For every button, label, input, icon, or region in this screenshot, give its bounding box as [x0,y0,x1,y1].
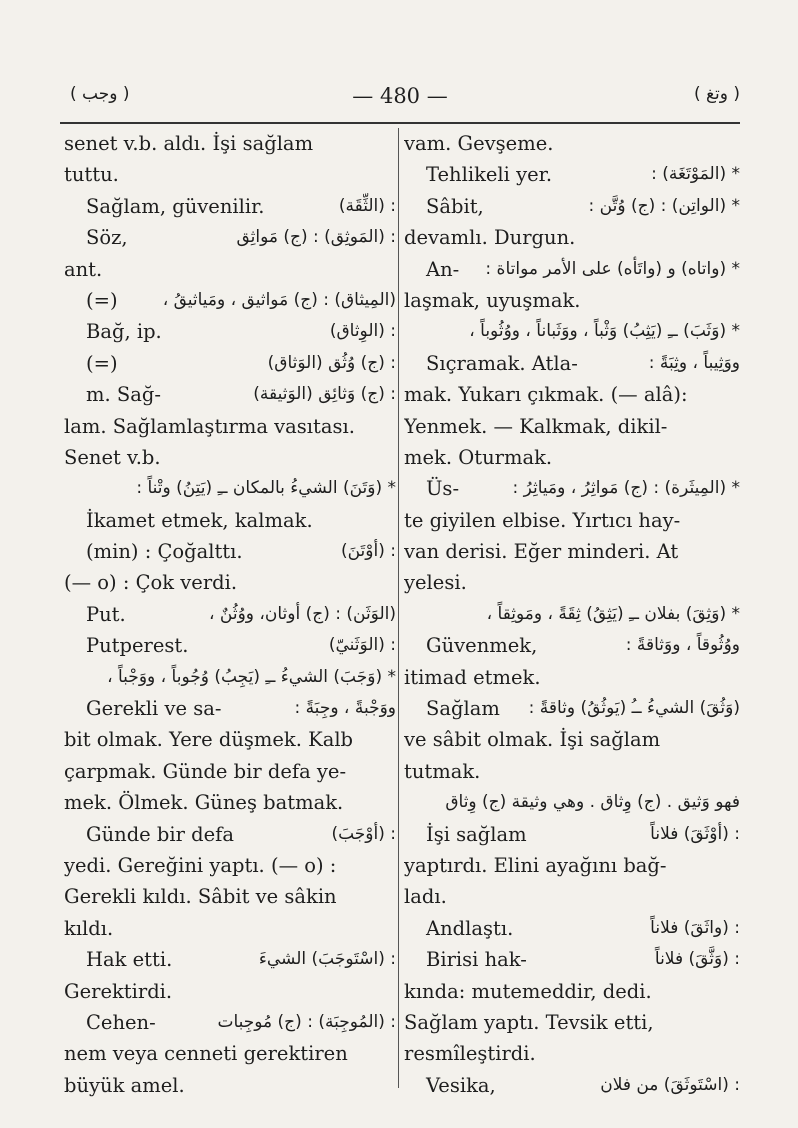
dictionary-line [64,787,396,818]
page-number: — 480 — [352,84,448,108]
arabic-headword: : (المُوجِبَة) : (ج) مُوجِبات [217,1011,396,1032]
turkish-text: Sağlam [426,697,500,721]
dictionary-line [64,850,396,881]
arabic-headword: : (وَثَّقَ) فلاناً [654,949,740,970]
dictionary-line [64,411,396,442]
turkish-text: Hak etti. [86,948,173,972]
dictionary-line [64,128,396,159]
turkish-text: Tehlikeli yer. [426,163,553,187]
dictionary-line [64,944,396,975]
turkish-text: Bağ, ip. [86,320,162,344]
dictionary-line [404,787,740,818]
dictionary-line [404,222,740,253]
turkish-text: (— o) : Çok verdi. [64,571,238,595]
dictionary-line [404,473,740,504]
turkish-text: nem veya cenneti gerektiren [64,1042,348,1066]
dictionary-line [64,881,396,912]
turkish-text: Günde bir defa [86,822,235,846]
turkish-text: Put. [86,602,126,626]
dictionary-line [64,693,396,724]
dictionary-line [404,850,740,881]
dictionary-line [404,756,740,787]
dictionary-line [64,222,396,253]
turkish-text: kında: mutemeddir, dedi. [404,979,652,1003]
turkish-text: ladı. [404,885,447,909]
dictionary-line [64,254,396,285]
turkish-text: Sâbit, [426,194,484,218]
turkish-text: İkamet etmek, kalmak. [86,508,313,532]
turkish-text: Söz, [86,226,128,250]
turkish-text: İşi sağlam [426,822,527,846]
arabic-headword: * (وَجَبَ) الشيءُ ــِ (يَجِبُ) وُجُوباً ، ووَجْباً ، [107,666,396,687]
dictionary-line [404,316,740,347]
turkish-text: (=) [86,351,118,375]
dictionary-line [404,254,740,285]
arabic-headword: ووَجْبةً ، وجِبَةً : [294,698,396,719]
arabic-headword: ووَثِيباً ، وثِبَةً : [648,352,740,373]
dictionary-line [64,599,396,630]
dictionary-line [404,1007,740,1038]
dictionary-line [404,662,740,693]
right-column [404,128,740,1101]
turkish-text: te giyilen elbise. Yırtıcı hay- [404,508,681,532]
arabic-headword: ووُثُوقاً ، ووَثاقةً : [625,635,740,656]
dictionary-line [404,599,740,630]
arabic-headword: : (أوْثَقَ) فلاناً [650,823,740,844]
dictionary-line [64,1038,396,1069]
dictionary-line [64,567,396,598]
turkish-text: (=) [86,288,118,312]
turkish-text: Sağlam yaptı. Tevsik etti, [404,1010,654,1034]
arabic-headword: * (المَوْتَغَة) : [651,164,740,185]
turkish-text: Gerektirdi. [64,979,173,1003]
turkish-text: Üs- [426,477,460,501]
dictionary-line [404,724,740,755]
dictionary-line [404,285,740,316]
turkish-text: Birisi hak- [426,948,527,972]
turkish-text: yedi. Gereğini yaptı. (— o) : [64,853,337,877]
arabic-headword: (الوَثَن) : (ج) أوثان، ووُثُنٌ ، [209,603,396,624]
header-left-entry: ( وجب ) [70,84,130,104]
dictionary-line [404,159,740,190]
turkish-text: Senet v.b. [64,445,161,469]
arabic-headword: : (الثِّقَة) [338,195,396,216]
dictionary-line [64,505,396,536]
arabic-headword: : (ج) وُثُق (الوَثاق) [267,352,396,373]
arabic-headword: : (الوِثاق) [329,321,396,342]
turkish-text: mak. Yukarı çıkmak. (— alâ): [404,383,688,407]
turkish-text: ve sâbit olmak. İşi sağlam [404,728,661,752]
dictionary-line [404,693,740,724]
dictionary-line [64,316,396,347]
turkish-text: mek. Ölmek. Güneş batmak. [64,791,344,815]
dictionary-line [404,944,740,975]
dictionary-line [64,976,396,1007]
dictionary-line [404,1038,740,1069]
dictionary-line [404,976,740,1007]
dictionary-line [64,630,396,661]
turkish-text: Güvenmek, [426,634,538,658]
arabic-headword: : (المَوثِق) : (ج) مَواثِق [236,227,396,248]
turkish-text: yelesi. [404,571,467,595]
dictionary-line [404,913,740,944]
dictionary-line [404,567,740,598]
dictionary-line [64,1007,396,1038]
dictionary-line [64,536,396,567]
turkish-text: Gerekli ve sa- [86,697,222,721]
dictionary-line [64,442,396,473]
dictionary-line [64,379,396,410]
turkish-text: tuttu. [64,163,119,187]
turkish-text: Sağlam, güvenilir. [86,194,265,218]
dictionary-line [64,913,396,944]
turkish-text: Yenmek. — Kalkmak, dikil- [404,414,668,438]
dictionary-line [404,128,740,159]
turkish-text: mek. Oturmak. [404,445,553,469]
header-rule [60,122,740,124]
header-right-entry: ( وتغ ) [693,84,740,104]
arabic-headword: : (الوَثَنيّ) [328,635,396,656]
arabic-headword: فهو وَثيق . (ج) وِثاق . وهي وثيقة (ج) وِثاق [445,792,740,813]
turkish-text: Cehen- [86,1010,156,1034]
turkish-text: itimad etmek. [404,665,541,689]
dictionary-line [64,662,396,693]
arabic-headword: : (أوْجَبَ) [331,823,396,844]
arabic-headword: : (اسْتَوجَبَ) الشيءَ [258,949,396,970]
arabic-headword: * (المِيثَرة) : (ج) مَواثِرُ ، ومَياثِرُ : [512,478,740,499]
arabic-headword: : (ج) وَثائِق (الوَثيقة) [253,384,396,405]
turkish-text: büyük amel. [64,1073,185,1097]
turkish-text: m. Sağ- [86,383,161,407]
page-header [60,84,740,120]
arabic-headword: * (الواتِن) : (ج) وُتَّن : [588,195,740,216]
dictionary-line [64,1070,396,1101]
dictionary-line [404,881,740,912]
dictionary-line [64,285,396,316]
turkish-text: tutmak. [404,759,481,783]
turkish-text: bit olmak. Yere düşmek. Kalb [64,728,354,752]
dictionary-line [404,536,740,567]
dictionary-line [404,630,740,661]
turkish-text: çarpmak. Günde bir defa ye- [64,759,347,783]
dictionary-line [64,191,396,222]
turkish-text: van derisi. Eğer minderi. At [404,540,679,564]
turkish-text: devamlı. Durgun. [404,226,576,250]
arabic-headword: (وَثُقَ) الشيءُ ــُ (يَوثُقُ) وثاقةً : [528,698,740,719]
arabic-headword: * (وَثِقَ) بفلان ــِ (يَثِقُ) ثِقَةً ، ومَوثِقاً ، [486,603,740,624]
dictionary-line [404,819,740,850]
dictionary-line [64,819,396,850]
dictionary-line [404,1070,740,1101]
turkish-text: yaptırdı. Elini ayağını bağ- [404,853,667,877]
arabic-headword: * (وَتَنَ) الشيءُ بالمكان ــِ (يَتِنُ) وتْناً : [136,478,396,499]
arabic-headword: (المِيثاق) : (ج) مَواثيق ، ومَياثيقُ ، [162,289,396,310]
dictionary-line [404,442,740,473]
dictionary-line [64,724,396,755]
turkish-text: (min) : Çoğalttı. [86,540,243,564]
dictionary-line [404,505,740,536]
turkish-text: Gerekli kıldı. Sâbit ve sâkin [64,885,337,909]
dictionary-line [404,411,740,442]
turkish-text: Vesika, [426,1073,496,1097]
turkish-text: laşmak, uyuşmak. [404,288,581,312]
turkish-text: lam. Sağlamlaştırma vasıtası. [64,414,355,438]
arabic-headword: * (واتاه) و (واتَأه) على الأمر مواتاة : [485,258,740,279]
dictionary-line [404,191,740,222]
dictionary-line [64,473,396,504]
arabic-headword: * (وَثَبَ) ــِ (يَثِبُ) وَثْباً ، ووَثَباناً ، ووُثُوباً ، [469,321,740,342]
dictionary-line [64,159,396,190]
turkish-text: An- [426,257,460,281]
dictionary-line [64,348,396,379]
column-divider [398,128,399,1088]
dictionary-line [64,756,396,787]
turkish-text: vam. Gevşeme. [404,132,554,155]
turkish-text: Putperest. [86,634,189,658]
turkish-text: kıldı. [64,916,114,940]
turkish-text: senet v.b. aldı. İşi sağlam [64,132,314,155]
turkish-text: Andlaştı. [426,916,514,940]
arabic-headword: : (واثَقَ) فلاناً [650,917,740,938]
dictionary-line [404,348,740,379]
arabic-headword: : (اسْتَوثَقَ) من فلان [600,1074,740,1095]
dictionary-line [404,379,740,410]
left-column [64,128,396,1101]
turkish-text: resmîleştirdi. [404,1042,536,1066]
arabic-headword: : (أوْتَنَ) [340,541,396,562]
turkish-text: ant. [64,257,103,281]
turkish-text: Sıçramak. Atla- [426,351,578,375]
